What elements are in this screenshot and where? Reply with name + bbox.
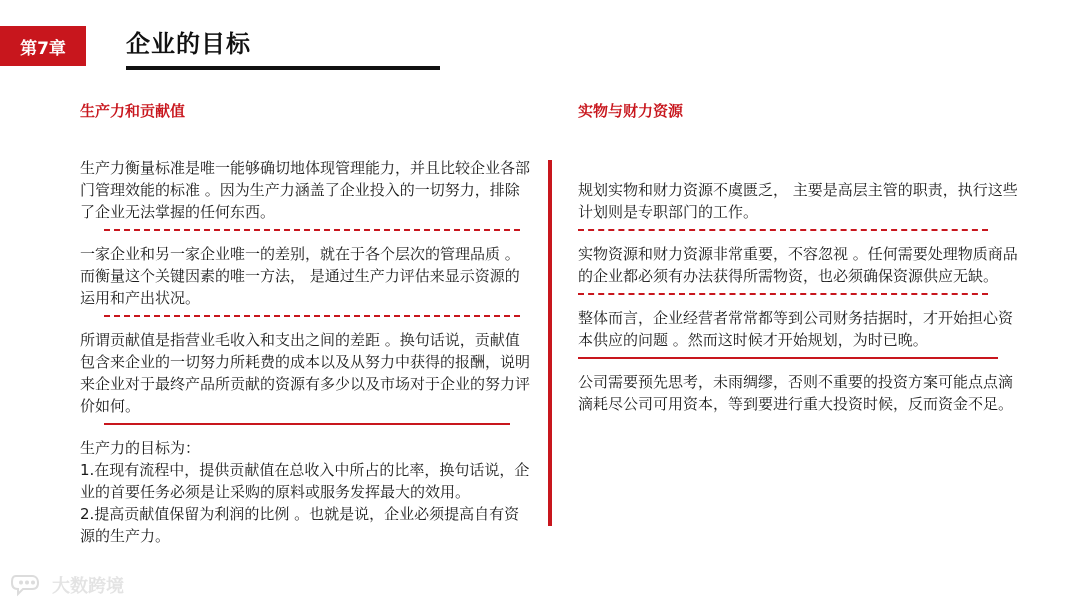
chapter-badge: 第7章 (0, 26, 86, 66)
goal-item-1: 1.在现有流程中，提供贡献值在总收入中所占的比率，换句话说，企业的首要任务必须是让采购的原料或服务发挥最大的效用。 (80, 461, 530, 501)
right-paragraph-3: 整体而言，企业经营者常常都等到公司财务拮据时，才开始担心资本供应的问题 。然而这时候才开始规划，为时已晚。 (578, 309, 1014, 349)
watermark (10, 572, 124, 598)
column-divider-bar (548, 160, 552, 526)
left-paragraph-1: 生产力衡量标准是唯一能够确切地体现管理能力，并且比较企业各部门管理效能的标准 。因为生产力涵盖了企业投入的一切努力，排除了企业无法掌握的任何东西。 (80, 159, 531, 221)
dashed-divider (104, 315, 520, 317)
right-paragraph-4: 公司需要预先思考，未雨绸缪，否则不重要的投资方案可能点点滴滴耗尽公司可用资本，等到要进行重大投资时候，反而资金不足。 (578, 373, 1014, 413)
dashed-divider (578, 229, 988, 231)
right-paragraph-2: 实物资源和财力资源非常重要，不容忽视 。任何需要处理物质商品的企业都必须有办法获得所需物资，也必须确保资源供应无缺。 (578, 245, 1018, 285)
right-section-heading: 实物与财力资源 (578, 102, 684, 120)
speech-bubble-logo-icon (10, 572, 48, 598)
goals-intro: 生产力的目标为： (80, 439, 201, 457)
solid-divider (104, 423, 510, 425)
page-title: 企业的目标 (126, 30, 251, 58)
title-underline (126, 66, 440, 70)
right-column (578, 100, 1018, 415)
solid-divider (578, 357, 998, 359)
goal-item-2: 2.提高贡献值保留为利润的比例 。也就是说，企业必须提高自有资源的生产力。 (80, 505, 520, 545)
left-section-heading: 生产力和贡献值 (80, 102, 186, 120)
left-paragraph-2: 一家企业和另一家企业唯一的差别，就在于各个层次的管理品质 。而衡量这个关键因素的唯一方法， 是通过生产力评估来显示资源的运用和产出状况。 (80, 245, 520, 307)
right-paragraph-1: 规划实物和财力资源不虞匮乏， 主要是高层主管的职责，执行这些计划则是专职部门的工作。 (578, 181, 1018, 221)
left-column (80, 100, 530, 547)
watermark-text: 大数跨境 (52, 576, 124, 597)
dashed-divider (578, 293, 988, 295)
dashed-divider (104, 229, 520, 231)
left-paragraph-3: 所谓贡献值是指营业毛收入和支出之间的差距 。换句话说，贡献值包含来企业的一切努力所耗费的成本以及从努力中获得的报酬，说明来企业对于最终产品所贡献的资源有多少以及市场对于企业的努力评价如何。 (80, 331, 531, 415)
